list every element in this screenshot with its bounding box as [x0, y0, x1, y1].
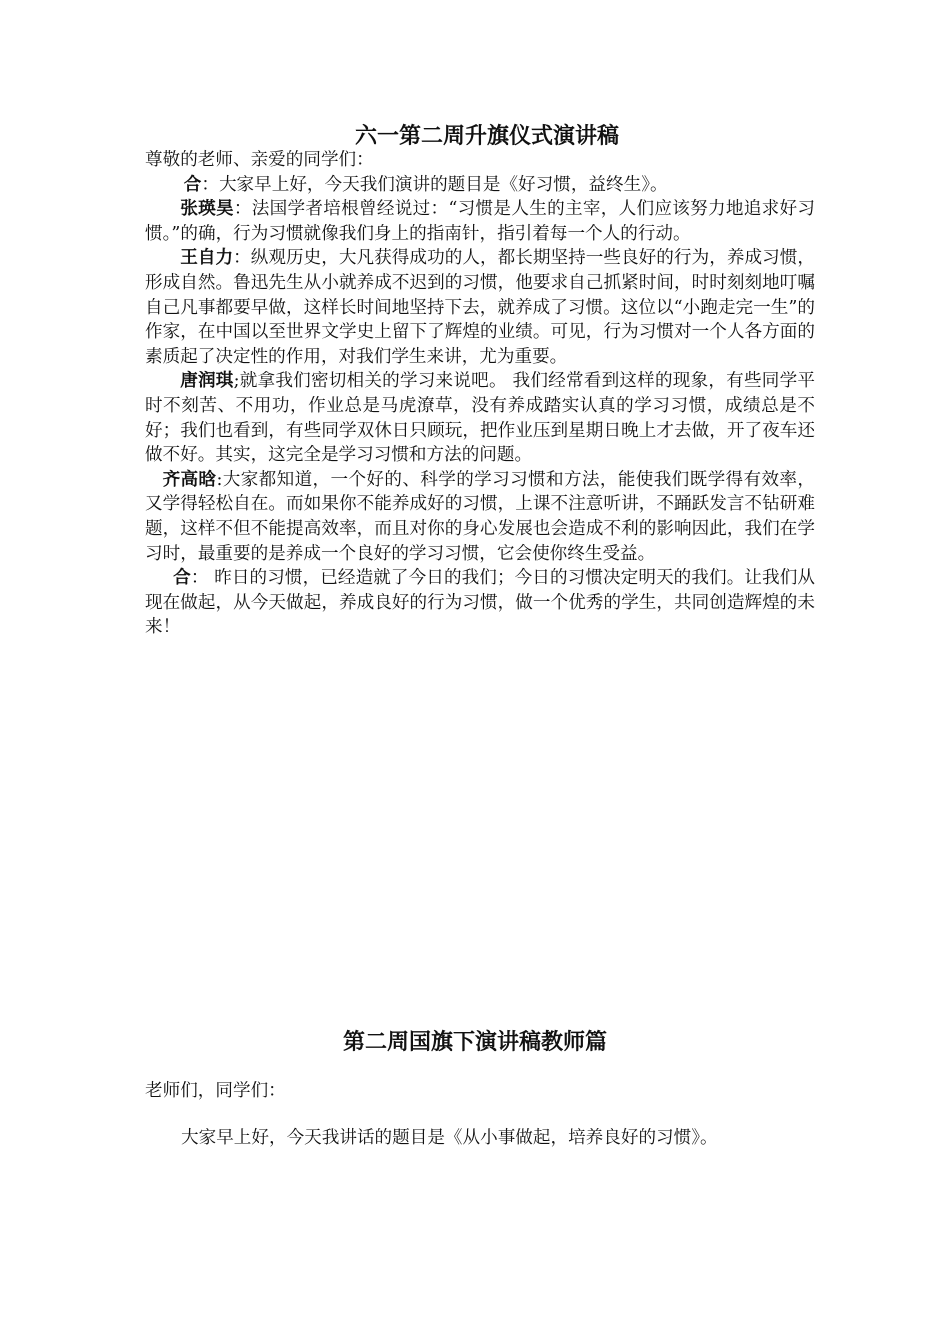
paragraph-text: 大家都知道，一个好的、科学的学习习惯和方法，能使我们既学得有效率，又学得轻松自在。而如果你不能养成好的习惯，上课不注意听讲，不踊跃发言不钻研难题，这样不但不能提高效率，而且对你的身心发展也会造成不利的影响因此，我们在学习时，最重要的是养成一个良好的学习习惯，它会使你终生受益。 — [145, 469, 815, 564]
speaker-separator: ： — [201, 174, 219, 195]
speaker-separator: ： — [190, 568, 209, 589]
speech1-body — [145, 148, 815, 640]
speech1-greeting: 尊敬的老师、亲爱的同学们： — [145, 150, 374, 170]
speech1-paragraph-4 — [145, 369, 815, 467]
speech1-paragraph-1 — [145, 173, 815, 198]
speaker-name: 合 — [173, 567, 191, 589]
paragraph-text: 大家早上好，今天我们演讲的题目是《好习惯，益终生》。 — [218, 174, 668, 195]
paragraph-text: 法国学者培根曾经说过：“习惯是人生的主宰，人们应该努力地追求好习惯。”的确，行为习惯就像我们身上的指南针，指引着每一个人的行动。 — [145, 199, 815, 244]
speech1-title: 六一第二周升旗仪式演讲稿 — [354, 123, 619, 149]
speaker-name: 王自力 — [180, 247, 234, 269]
speaker-separator: : — [216, 469, 223, 490]
speech1-paragraph-3 — [145, 246, 815, 369]
speaker-name: 合 — [183, 173, 202, 195]
speech1-paragraph-6 — [145, 566, 815, 640]
speaker-separator: ： — [233, 199, 252, 220]
speech2-title: 第二周国旗下演讲稿教师篇 — [342, 1029, 607, 1055]
paragraph-text: 就拿我们密切相关的学习来说吧。 我们经常看到这样的现象，有些同学平时不刻苦、不用功，作业总是马虎潦草，没有养成踏实认真的学习习惯，成绩总是不好；我们也看到，有些同学双休日只顾玩，把作业压到星期日晚上才去做，开了夜车还做不好。其实，这完全是学习习惯和方法的问题。 — [145, 371, 815, 466]
speaker-separator: ; — [233, 371, 240, 392]
paragraph-text: 纵观历史，大凡获得成功的人，都长期坚持一些良好的行为，养成习惯，形成自然。鲁迅先生从小就养成不迟到的习惯，他要求自己抓紧时间，时时刻刻地叮嘱自己凡事都要早做，这样长时间地坚持下去，就养成了习惯。这位以“小跑走完一生”的作家，在中国以至世界文学史上留下了辉煌的业绩。可见，行为习惯对一个人各方面的素质起了决定性的作用，对我们学生来讲，尤为重要。 — [145, 248, 815, 367]
speech1-paragraph-2 — [145, 197, 815, 246]
speaker-name: 张瑛昊 — [180, 198, 234, 220]
speech1-paragraph-5 — [145, 468, 815, 566]
paragraph-text: 昨日的习惯，已经造就了今日的我们；今日的习惯决定明天的我们。让我们从现在做起，从今天做起，养成良好的行为习惯，做一个优秀的学生，共同创造辉煌的未来！ — [145, 568, 815, 638]
speaker-name: 齐高晗 — [162, 468, 217, 490]
speech2-intro: 大家早上好，今天我讲话的题目是《从小事做起，培养良好的习惯》。 — [181, 1128, 718, 1148]
speech2-greeting: 老师们，同学们： — [145, 1081, 286, 1101]
speaker-name: 唐润琪 — [180, 370, 234, 392]
speaker-separator: ： — [233, 248, 251, 269]
